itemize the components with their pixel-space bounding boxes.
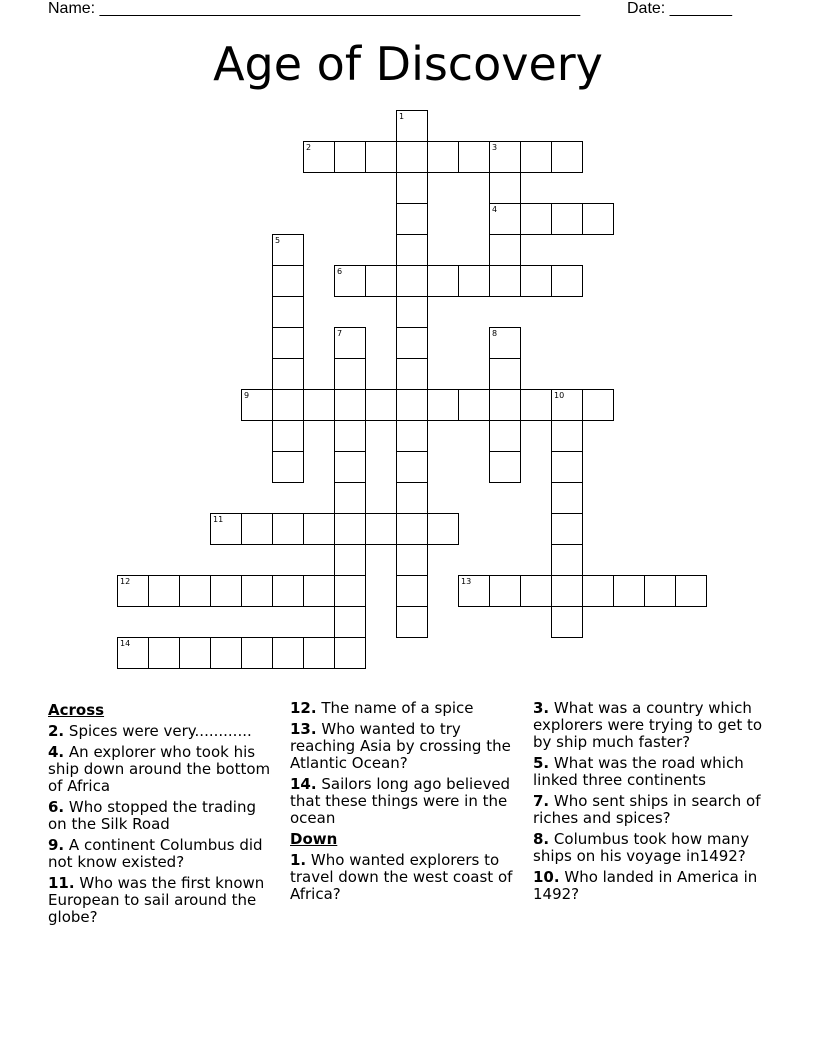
crossword-cell[interactable] bbox=[396, 420, 428, 452]
crossword-cell[interactable] bbox=[489, 234, 521, 266]
clue-number: 11 bbox=[213, 515, 224, 524]
crossword-cell[interactable] bbox=[272, 265, 304, 297]
crossword-cell[interactable] bbox=[458, 389, 490, 421]
crossword-cell[interactable] bbox=[489, 451, 521, 483]
crossword-cell[interactable] bbox=[117, 637, 149, 669]
crossword-cell[interactable] bbox=[427, 513, 459, 545]
crossword-cell[interactable] bbox=[427, 141, 459, 173]
clue-down-10: 10. Who landed in America in 1492? bbox=[533, 868, 758, 903]
clue-across-12: 12. The name of a spice bbox=[290, 699, 474, 717]
crossword-cell[interactable] bbox=[334, 389, 366, 421]
crossword-cell[interactable] bbox=[365, 265, 397, 297]
clue-number: 4 bbox=[492, 205, 498, 214]
crossword-cell[interactable] bbox=[582, 203, 614, 235]
crossword-cell[interactable] bbox=[303, 575, 335, 607]
crossword-cell[interactable] bbox=[489, 575, 521, 607]
crossword-cell[interactable] bbox=[396, 265, 428, 297]
crossword-cell[interactable] bbox=[334, 606, 366, 638]
crossword-cell[interactable] bbox=[241, 637, 273, 669]
crossword-cell[interactable] bbox=[396, 606, 428, 638]
crossword-cell[interactable] bbox=[396, 110, 428, 142]
crossword-cell[interactable] bbox=[365, 513, 397, 545]
clue-across-13: 13. Who wanted to try reaching Asia by crossing the Atlantic Ocean? bbox=[290, 720, 511, 772]
clue-number: 1 bbox=[399, 112, 405, 121]
crossword-cell[interactable] bbox=[148, 637, 180, 669]
crossword-cell[interactable] bbox=[489, 172, 521, 204]
crossword-cell[interactable] bbox=[303, 389, 335, 421]
crossword-cell[interactable] bbox=[334, 451, 366, 483]
crossword-cell[interactable] bbox=[396, 234, 428, 266]
crossword-cell[interactable] bbox=[334, 575, 366, 607]
crossword-cell[interactable] bbox=[551, 513, 583, 545]
crossword-cell[interactable] bbox=[396, 575, 428, 607]
crossword-cell[interactable] bbox=[334, 482, 366, 514]
crossword-cell[interactable] bbox=[489, 358, 521, 390]
crossword-cell[interactable] bbox=[241, 575, 273, 607]
crossword-cell[interactable] bbox=[334, 637, 366, 669]
crossword-cell[interactable] bbox=[396, 172, 428, 204]
crossword-cell[interactable] bbox=[520, 203, 552, 235]
crossword-cell[interactable] bbox=[117, 575, 149, 607]
crossword-cell[interactable] bbox=[396, 327, 428, 359]
clues-column-1 bbox=[48, 700, 273, 930]
crossword-cell[interactable] bbox=[520, 389, 552, 421]
crossword-cell[interactable] bbox=[551, 203, 583, 235]
clue-across-14: 14. Sailors long ago believed that these things were in the ocean bbox=[290, 775, 511, 827]
crossword-cell[interactable] bbox=[396, 358, 428, 390]
crossword-cell[interactable] bbox=[303, 637, 335, 669]
clue-across-11: 11. Who was the first known European to sail around the globe? bbox=[48, 874, 265, 926]
crossword-cell[interactable] bbox=[489, 265, 521, 297]
crossword-cell[interactable] bbox=[396, 141, 428, 173]
crossword-cell[interactable] bbox=[551, 575, 583, 607]
clue-down-5: 5. What was the road which linked three continents bbox=[533, 754, 744, 789]
crossword-cell[interactable] bbox=[396, 296, 428, 328]
crossword-cell[interactable] bbox=[272, 513, 304, 545]
clue-number: 3 bbox=[492, 143, 498, 152]
crossword-cell[interactable] bbox=[427, 265, 459, 297]
clue-across-6: 6. Who stopped the trading on the Silk Road bbox=[48, 798, 256, 833]
crossword-cell[interactable] bbox=[458, 575, 490, 607]
crossword-cell[interactable] bbox=[272, 420, 304, 452]
crossword-cell[interactable] bbox=[489, 141, 521, 173]
crossword-cell[interactable] bbox=[396, 203, 428, 235]
crossword-cell[interactable] bbox=[520, 575, 552, 607]
down-heading: Down bbox=[290, 830, 338, 848]
crossword-cell[interactable] bbox=[210, 637, 242, 669]
crossword-cell[interactable] bbox=[272, 234, 304, 266]
crossword-cell[interactable] bbox=[303, 141, 335, 173]
clue-down-1: 1. Who wanted explorers to travel down the west coast of Africa? bbox=[290, 851, 513, 903]
crossword-cell[interactable] bbox=[551, 451, 583, 483]
clues-column-2 bbox=[290, 700, 525, 907]
crossword-cell[interactable] bbox=[458, 265, 490, 297]
crossword-cell[interactable] bbox=[675, 575, 707, 607]
crossword-cell[interactable] bbox=[520, 141, 552, 173]
crossword-cell[interactable] bbox=[272, 358, 304, 390]
crossword-cell[interactable] bbox=[551, 544, 583, 576]
crossword-cell[interactable] bbox=[241, 513, 273, 545]
clue-number: 12 bbox=[120, 577, 131, 586]
clues-column-3 bbox=[533, 700, 778, 907]
crossword-cell[interactable] bbox=[613, 575, 645, 607]
crossword-cell[interactable] bbox=[272, 575, 304, 607]
crossword-cell[interactable] bbox=[396, 451, 428, 483]
crossword-cell[interactable] bbox=[396, 513, 428, 545]
crossword-cell[interactable] bbox=[272, 327, 304, 359]
clue-down-7: 7. Who sent ships in search of riches and spices? bbox=[533, 792, 761, 827]
crossword-cell[interactable] bbox=[551, 389, 583, 421]
clue-down-3: 3. What was a country which explorers were trying to get to by ship much faster? bbox=[533, 699, 763, 751]
crossword-cell[interactable] bbox=[272, 451, 304, 483]
crossword-cell[interactable] bbox=[334, 265, 366, 297]
crossword-cell[interactable] bbox=[551, 606, 583, 638]
crossword-cell[interactable] bbox=[489, 420, 521, 452]
crossword-cell[interactable] bbox=[551, 420, 583, 452]
crossword-cell[interactable] bbox=[489, 389, 521, 421]
across-heading: Across bbox=[48, 701, 105, 719]
crossword-cell[interactable] bbox=[179, 575, 211, 607]
crossword-cell[interactable] bbox=[303, 513, 335, 545]
crossword-cell[interactable] bbox=[582, 575, 614, 607]
date-field-label: Date: _______ bbox=[627, 0, 732, 17]
crossword-cell[interactable] bbox=[551, 141, 583, 173]
crossword-cell[interactable] bbox=[551, 265, 583, 297]
crossword-cell[interactable] bbox=[334, 327, 366, 359]
crossword-cell[interactable] bbox=[272, 296, 304, 328]
crossword-cell[interactable] bbox=[365, 141, 397, 173]
name-field-label: Name: ______________________________________________________ bbox=[48, 0, 581, 17]
crossword-cell[interactable] bbox=[551, 482, 583, 514]
crossword-cell[interactable] bbox=[489, 203, 521, 235]
clue-number: 5 bbox=[275, 236, 281, 245]
clue-number: 6 bbox=[337, 267, 343, 276]
crossword-cell[interactable] bbox=[210, 575, 242, 607]
crossword-cell[interactable] bbox=[489, 327, 521, 359]
crossword-cell[interactable] bbox=[582, 389, 614, 421]
crossword-cell[interactable] bbox=[179, 637, 211, 669]
crossword-cell[interactable] bbox=[210, 513, 242, 545]
clue-across-2: 2. Spices were very............ bbox=[48, 722, 252, 740]
crossword-cell[interactable] bbox=[334, 358, 366, 390]
crossword-cell[interactable] bbox=[241, 389, 273, 421]
crossword-cell[interactable] bbox=[148, 575, 180, 607]
clue-number: 9 bbox=[244, 391, 250, 400]
clue-number: 7 bbox=[337, 329, 343, 338]
crossword-cell[interactable] bbox=[334, 141, 366, 173]
crossword-cell[interactable] bbox=[272, 637, 304, 669]
clue-number: 13 bbox=[461, 577, 472, 586]
clue-number: 8 bbox=[492, 329, 498, 338]
page-title: Age of Discovery bbox=[213, 37, 603, 91]
crossword-cell[interactable] bbox=[396, 544, 428, 576]
crossword-cell[interactable] bbox=[396, 389, 428, 421]
crossword-cell[interactable] bbox=[365, 389, 397, 421]
clue-across-4: 4. An explorer who took his ship down around the bottom of Africa bbox=[48, 743, 271, 795]
crossword-cell[interactable] bbox=[427, 389, 459, 421]
crossword-cell[interactable] bbox=[334, 513, 366, 545]
crossword-cell[interactable] bbox=[334, 544, 366, 576]
clue-across-9: 9. A continent Columbus did not know existed? bbox=[48, 836, 263, 871]
crossword-cell[interactable] bbox=[458, 141, 490, 173]
crossword-cell[interactable] bbox=[644, 575, 676, 607]
clue-number: 10 bbox=[554, 391, 565, 400]
clue-number: 2 bbox=[306, 143, 312, 152]
crossword-cell[interactable] bbox=[520, 265, 552, 297]
clue-down-8: 8. Columbus took how many ships on his voyage in1492? bbox=[533, 830, 750, 865]
crossword-cell[interactable] bbox=[396, 482, 428, 514]
crossword-cell[interactable] bbox=[272, 389, 304, 421]
clue-number: 14 bbox=[120, 639, 131, 648]
crossword-cell[interactable] bbox=[334, 420, 366, 452]
